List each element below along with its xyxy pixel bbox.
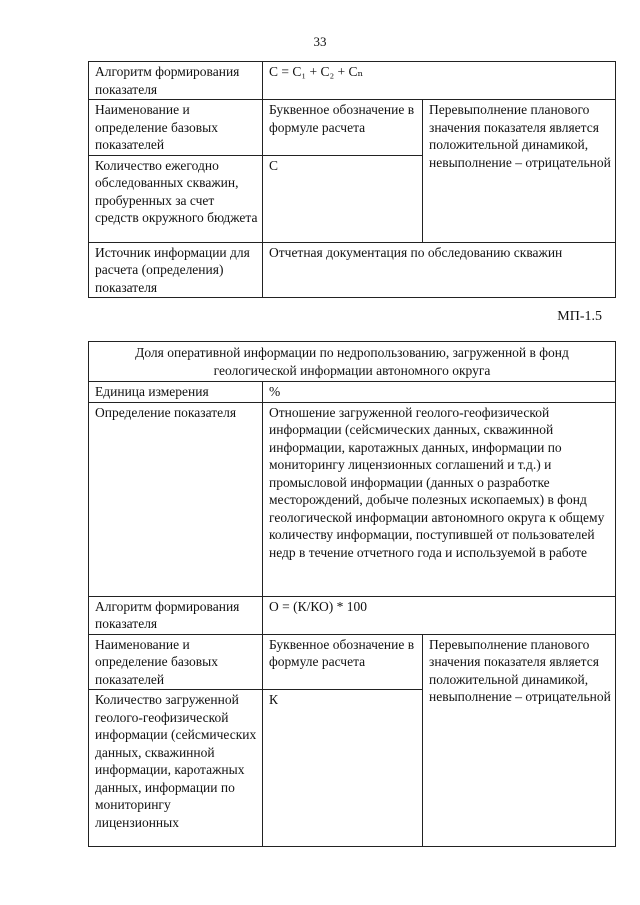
row-name: Количество ежегодно обследованных скважин, пробуренных за счет средств окружного бюджета <box>89 155 263 242</box>
row-name: Количество загруженной геолого-геофизической информации (сейсмических данных, скважинной информации, каротажных данных, информации по мониторингу лицензионных <box>89 690 263 847</box>
source-value: Отчетная документация по обследованию скважин <box>263 242 616 298</box>
unit-value: % <box>263 382 616 403</box>
base-label: Наименование и определение базовых показателей <box>89 634 263 690</box>
source-label: Источник информации для расчета (определения) показателя <box>89 242 263 298</box>
indicator-code: МП-1.5 <box>557 309 602 324</box>
indicator-table-1 <box>88 61 616 298</box>
unit-label: Единица измерения <box>89 382 263 403</box>
over-text: Перевыполнение планового значения показателя является положительной динамикой, невыполнение – отрицательной <box>423 100 616 243</box>
def-value: Отношение загруженной геолого-геофизической информации (сейсмических данных, скважинной информации, каротажных данных, информации по мониторингу лицензионных соглашений и т.д.) и промысловой информации (данных о разработке месторождений, добыче полезных ископаемых) в фонд геологической информации автономного округа к общему количеству информации, поступившей от пользователей недр в течение отчетного года и используемой в работе <box>263 402 616 596</box>
algo-formula: О = (К/КО) * 100 <box>263 596 616 634</box>
algo-formula: C = C₁ + C₂ + Cₙ <box>263 62 616 100</box>
base-label: Наименование и определение базовых показателей <box>89 100 263 156</box>
row-letter: С <box>263 155 423 242</box>
indicator-title: Доля оперативной информации по недропользованию, загруженной в фонд геологической информации автономного округа <box>89 342 616 382</box>
letter-label: Буквенное обозначение в формуле расчета <box>263 634 423 690</box>
page-number: 33 <box>313 34 327 49</box>
letter-label: Буквенное обозначение в формуле расчета <box>263 100 423 156</box>
algo-label: Алгоритм формирования показателя <box>89 596 263 634</box>
indicator-table-2 <box>88 341 616 847</box>
def-label: Определение показателя <box>89 402 263 596</box>
row-letter: К <box>263 690 423 847</box>
over-text: Перевыполнение планового значения показателя является положительной динамикой, невыполнение – отрицательной <box>423 634 616 847</box>
algo-label: Алгоритм формирования показателя <box>89 62 263 100</box>
